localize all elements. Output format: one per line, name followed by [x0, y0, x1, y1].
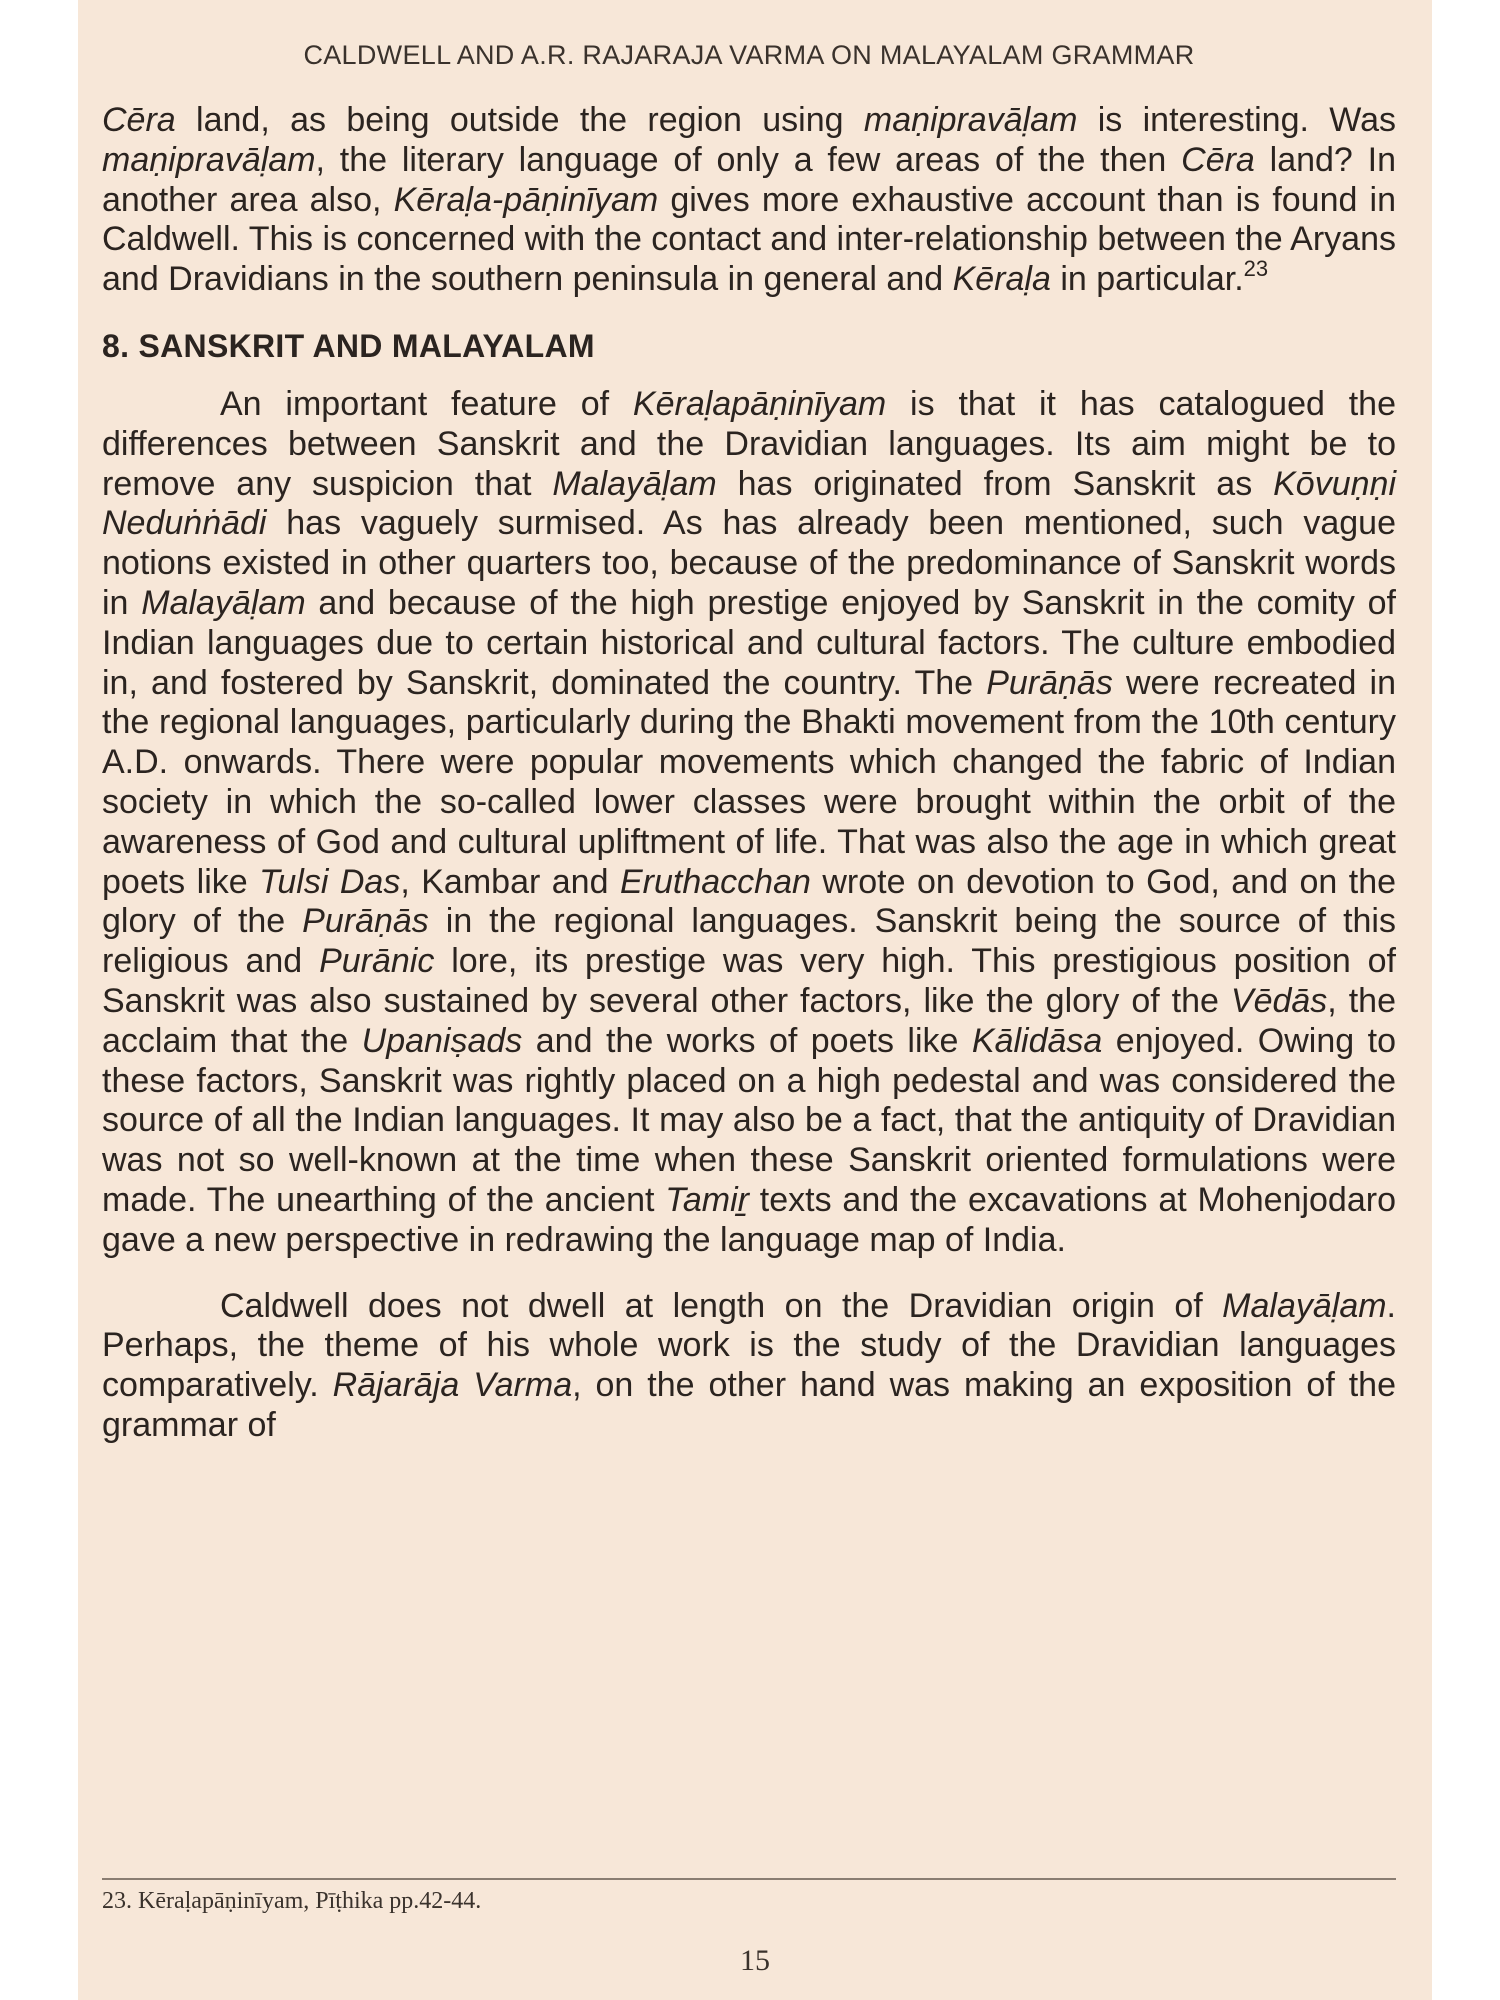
- running-head: CALDWELL AND A.R. RAJARAJA VARMA ON MALAYALAM GRAMMAR: [303, 40, 1195, 70]
- italic-term: Kōvuṇṇi Neduṅṅādi: [102, 464, 1396, 543]
- footnote: 23. Kēraḷapāṇinīyam, Pīṭhika pp.42-44.: [102, 1888, 482, 1914]
- text-run: were recreated in the regional languages, particularly during the Bhakti movement from the 10th century A.D. onwards. There were popular movements which changed the fabric of Indian society in which the so-called lower classes were brought within the orbit of the awareness of God and cultural upliftment of life. That was also the age in which great poets like: [102, 663, 1396, 901]
- text-run: , on the other hand was making an exposition of the grammar of: [102, 1366, 1396, 1444]
- italic-term: Cēra: [1181, 140, 1255, 179]
- italic-term: Kālidāsa: [971, 1021, 1103, 1060]
- italic-term: Malayāḷam: [141, 583, 306, 622]
- text-run: lore, its prestige was very high. This prestigious position of Sanskrit was also sustained by several other factors, like the glory of the: [102, 942, 1396, 1020]
- text-run: is that it has catalogued the differences between Sanskrit and the Dravidian languages. Its aim might be to remove any suspicion that: [102, 384, 1396, 503]
- italic-term: Kēraḷapāṇinīyam: [632, 384, 887, 423]
- italic-term: Rājarāja Varma: [332, 1366, 573, 1405]
- text-run: , Kambar and: [400, 862, 620, 901]
- italic-term: Eruthacchan: [619, 862, 811, 901]
- text-run: gives more exhaustive account than is found in Caldwell. This is concerned with the contact and inter-relationship between the Aryans and Dravidians in the southern peninsula in general and: [102, 180, 1396, 299]
- italic-term: Malayāḷam: [1222, 1286, 1387, 1325]
- text-run: texts and the excavations at Mohenjodaro gave a new perspective in redrawing the language map of India.: [102, 1180, 1396, 1259]
- italic-term: Malayāḷam: [552, 464, 717, 503]
- paragraph-sanskrit-and-malayalam: [102, 385, 1396, 1261]
- text-run: in particular.: [1050, 260, 1244, 299]
- text-run: land? In another area also,: [102, 140, 1396, 219]
- text-run: An important feature of: [220, 384, 633, 423]
- text-run: , the literary language of only a few areas of the then: [315, 140, 1182, 179]
- text-run: land, as being outside the region using: [175, 101, 864, 139]
- section-heading: 8. SANSKRIT AND MALAYALAM: [102, 327, 595, 364]
- italic-term: Upaniṣads: [361, 1021, 523, 1060]
- body-text: [102, 101, 1396, 1446]
- text-run: . Perhaps, the theme of his whole work is the study of the Dravidian languages comparatively.: [102, 1286, 1396, 1405]
- italic-term: maṇipravāḷam: [102, 140, 316, 179]
- text-run: , the acclaim that the: [102, 981, 1396, 1060]
- italic-term: Purāṇās: [986, 663, 1113, 702]
- italic-term: Purānic: [319, 942, 435, 981]
- text-run: wrote on devotion to God, and on the glory of the: [102, 862, 1397, 941]
- text-run: Caldwell does not dwell at length on the Dravidian origin of: [220, 1286, 1223, 1325]
- paragraph-caldwell-origin: [102, 1287, 1396, 1446]
- italic-term: Kēraḷa: [952, 260, 1051, 299]
- footnote-ref: 23: [1243, 256, 1269, 282]
- italic-term: maṇipravāḷam: [863, 101, 1078, 139]
- text-run: in the regional languages. Sanskrit being the source of this religious and: [102, 902, 1396, 981]
- footnote-rule: [102, 1878, 1396, 1880]
- italic-term: Tulsi Das: [259, 862, 401, 901]
- text-run: and because of the high prestige enjoyed by Sanskrit in the comity of Indian languages due to certain historical and cultural factors. The culture embodied in, and fostered by Sanskrit, dominated the country. The: [102, 583, 1396, 702]
- book-page: [78, 0, 1432, 2000]
- paragraph-cera-land: [102, 101, 1396, 300]
- text-run: has originated from Sanskrit as: [716, 464, 1274, 503]
- page-number: 15: [740, 1944, 770, 1977]
- italic-term: Tamiṟ: [665, 1180, 749, 1219]
- text-run: and the works of poets like: [522, 1021, 972, 1060]
- italic-term: Purāṇās: [302, 902, 429, 941]
- text-run: has vaguely surmised. As has already been mentioned, such vague notions existed in other quarters too, because of the predominance of Sanskrit words in: [102, 504, 1396, 622]
- text-run: is interesting. Was: [1077, 101, 1397, 139]
- text-run: enjoyed. Owing to these factors, Sanskrit was rightly placed on a high pedestal and was considered the source of all the Indian languages. It may also be a fact, that the antiquity of Dravidian was not so well-known at the time when these Sanskrit oriented formulations were made. The unearthing of the ancient: [102, 1021, 1397, 1219]
- italic-term: Cēra: [102, 101, 176, 139]
- italic-term: Vēdās: [1230, 981, 1328, 1020]
- italic-term: Kēraḷa-pāṇinīyam: [393, 180, 659, 219]
